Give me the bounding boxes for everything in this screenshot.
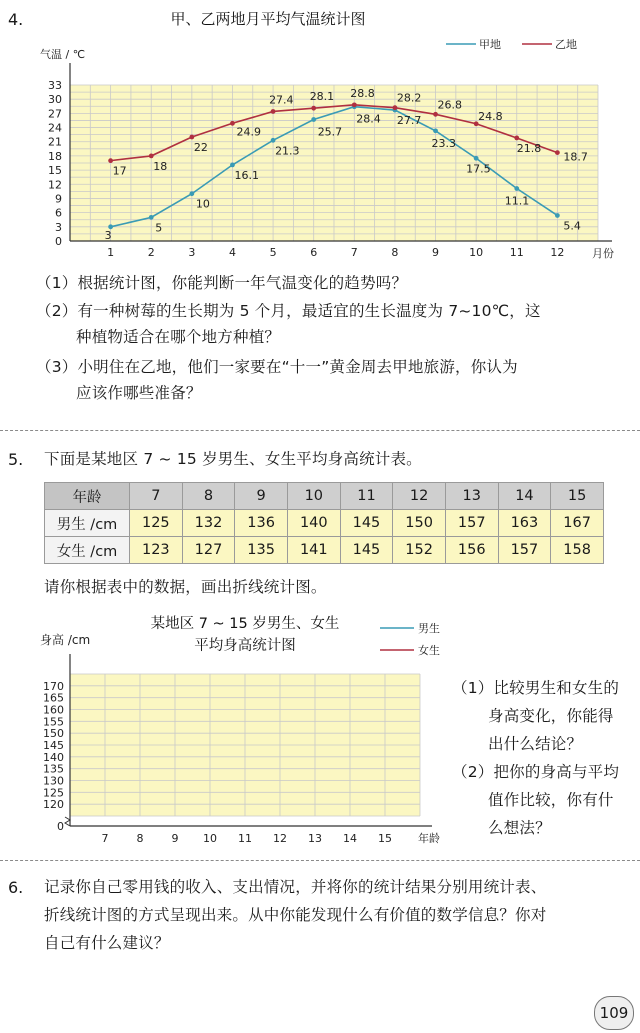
- q4-question-2-line1: 有一种树莓的生长期为 5 个月，最适宜的生长温度为 7~10℃，这: [77, 302, 541, 320]
- table-header-cell: 14: [498, 483, 551, 510]
- y-tick-label: 145: [43, 739, 64, 752]
- q4-question-2: [36, 298, 541, 324]
- data-label: 24.8: [478, 109, 503, 123]
- data-label: 17.5: [466, 162, 491, 176]
- q4-question-2-number: （2）: [36, 302, 78, 320]
- side-q1-number: （1）: [452, 679, 494, 697]
- table-cell: 150: [393, 510, 446, 537]
- x-tick-label: 14: [343, 832, 357, 845]
- section-divider: [0, 430, 640, 431]
- x-tick-label: 11: [238, 832, 252, 845]
- legend-label-boys: 男生: [418, 622, 440, 635]
- y-tick-label: 18: [48, 149, 62, 163]
- table-cell: 136: [235, 510, 288, 537]
- blank-chart-title-line2: 平均身高统计图: [194, 638, 296, 654]
- blank-chart-title-line1: 某地区 7 ~ 15 岁男生、女生: [150, 616, 340, 632]
- table-cell: 135: [235, 537, 288, 564]
- data-label: 17: [112, 164, 127, 178]
- temperature-line-chart: [0, 0, 640, 270]
- question-5-number: 5.: [8, 450, 24, 469]
- chart-title: 甲、乙两地月平均气温统计图: [170, 10, 366, 28]
- side-q2-number: （2）: [452, 763, 494, 781]
- data-label: 11.1: [504, 194, 530, 208]
- x-tick-label: 7: [350, 246, 358, 259]
- x-tick-label: 15: [378, 832, 392, 845]
- q5-instruction: 请你根据表中的数据，画出折线统计图。: [44, 578, 327, 596]
- question-4-number: 4.: [8, 10, 24, 29]
- section-divider: [0, 860, 640, 861]
- x-tick-label: 2: [147, 246, 155, 259]
- x-tick-label: 13: [308, 832, 322, 845]
- q6-line2: 折线统计图的方式呈现出来。从中你能发现什么有价值的数学信息？你对: [44, 906, 547, 924]
- data-label: 26.8: [437, 98, 463, 112]
- y-tick-label: 24: [48, 121, 62, 135]
- legend-label-jia: 甲地: [479, 38, 501, 51]
- x-tick-label: 9: [171, 832, 179, 845]
- y-tick-label: 12: [48, 178, 62, 192]
- q6-line1: 记录你自己零用钱的收入、支出情况，并将你的统计结果分别用统计表、: [44, 878, 547, 896]
- table-header-cell: 10: [287, 483, 340, 510]
- data-label: 18.7: [563, 150, 588, 164]
- q4-question-1-text: 根据统计图，你能判断一年气温变化的趋势吗？: [77, 274, 408, 292]
- data-label: 22: [193, 141, 208, 154]
- x-tick-label: 10: [469, 246, 484, 259]
- y-tick-label: 27: [48, 107, 62, 121]
- axis-break-icon: [65, 817, 70, 826]
- data-point: [311, 106, 316, 111]
- data-label: 28.4: [356, 112, 381, 126]
- data-point: [108, 158, 113, 163]
- x-tick-label: 3: [188, 246, 196, 259]
- table-cell: 女生 /cm: [45, 537, 130, 564]
- table-header-cell: 7: [130, 483, 183, 510]
- table-row-girls: [45, 537, 604, 564]
- data-label: 28.1: [309, 90, 335, 104]
- data-point: [555, 150, 560, 155]
- y-tick-label: 6: [55, 206, 62, 220]
- table-cell: 123: [130, 537, 183, 564]
- table-cell: 157: [498, 537, 551, 564]
- y-tick-label: 21: [48, 135, 62, 149]
- side-q2-line3: 么想法？: [488, 819, 551, 837]
- data-point: [474, 156, 479, 161]
- side-q2-text: 把你的身高与平均: [493, 763, 620, 781]
- data-label: 21.3: [275, 144, 300, 158]
- table-cell: 145: [340, 510, 393, 537]
- data-label: 24.9: [236, 125, 261, 139]
- x-tick-label: 7: [101, 832, 109, 845]
- q5-side-questions: [452, 674, 619, 842]
- y-tick-label: 9: [55, 192, 62, 206]
- table-cell: 145: [340, 537, 393, 564]
- q4-question-3-line1: 小明住在乙地，他们一家要在“十一”黄金周去甲地旅游，你认为: [77, 358, 518, 376]
- side-q1-line3: 出什么结论？: [488, 735, 583, 753]
- y-tick-label: 135: [43, 762, 64, 776]
- y-tick-label: 33: [48, 79, 62, 92]
- data-point: [352, 102, 357, 107]
- data-label: 23.3: [431, 136, 457, 150]
- data-point: [149, 215, 154, 220]
- side-q1-line1: [452, 674, 619, 702]
- data-point: [189, 191, 194, 196]
- y-tick-label: 155: [43, 715, 64, 729]
- q5-intro: 下面是某地区 7 ~ 15 岁男生、女生平均身高统计表。: [44, 450, 422, 468]
- data-point: [271, 109, 276, 114]
- data-point: [393, 105, 398, 110]
- q4-question-3: [36, 354, 518, 380]
- blank-chart-x-label: 年龄: [418, 832, 440, 845]
- y-tick-label: 120: [43, 798, 64, 812]
- table-cell: 157: [445, 510, 498, 537]
- table-row-boys: [45, 510, 604, 537]
- y-tick-label: 150: [43, 727, 64, 741]
- table-header-cell: 12: [393, 483, 446, 510]
- data-label: 28.8: [350, 86, 375, 100]
- side-q1-line2: 身高变化，你能得: [488, 707, 614, 725]
- data-point: [149, 154, 154, 159]
- data-point: [514, 186, 519, 191]
- q4-question-2-cont: 种植物适合在哪个地方种植？: [76, 328, 281, 346]
- data-point: [230, 121, 235, 126]
- data-point: [555, 213, 560, 218]
- y-tick-label: 165: [43, 691, 64, 705]
- x-axis-label: 月份: [592, 247, 614, 260]
- q4-question-1-number: （1）: [36, 274, 78, 292]
- page-number: 109: [594, 996, 634, 1030]
- table-header-cell: 8: [182, 483, 235, 510]
- data-label: 5.4: [563, 219, 581, 233]
- y-tick-label: 170: [43, 679, 64, 693]
- table-cell: 男生 /cm: [45, 510, 130, 537]
- side-q1-text: 比较男生和女生的: [493, 679, 620, 697]
- legend-label-girls: 女生: [418, 644, 440, 657]
- table-cell: 132: [182, 510, 235, 537]
- table-header-cell: 11: [340, 483, 393, 510]
- table-header-cell: 9: [235, 483, 288, 510]
- data-point: [433, 112, 438, 117]
- y-tick-label: 125: [43, 786, 64, 800]
- x-tick-label: 5: [269, 246, 277, 259]
- x-tick-label: 6: [310, 246, 318, 259]
- q4-question-3-cont: 应该作哪些准备？: [76, 384, 202, 402]
- data-label: 25.7: [317, 125, 343, 139]
- question-6-number: 6.: [8, 878, 24, 897]
- y-tick-zero: 0: [57, 820, 64, 833]
- table-cell: 167: [551, 510, 604, 537]
- table-cell: 141: [287, 537, 340, 564]
- data-point: [189, 135, 194, 140]
- data-point: [514, 136, 519, 141]
- y-tick-label: 30: [48, 93, 62, 107]
- side-q2-line1: [452, 758, 619, 786]
- data-label: 27.4: [269, 93, 294, 107]
- table-header-cell: 15: [551, 483, 604, 510]
- data-label: 27.7: [396, 114, 422, 128]
- table-header-cell: 13: [445, 483, 498, 510]
- data-label: 28.2: [396, 91, 422, 105]
- y-tick-label: 3: [55, 220, 62, 234]
- data-point: [230, 162, 235, 167]
- data-point: [271, 138, 276, 143]
- data-label: 3: [104, 228, 112, 242]
- x-tick-label: 8: [136, 832, 144, 845]
- x-tick-label: 11: [509, 246, 524, 259]
- y-tick-label: 15: [48, 164, 62, 178]
- table-cell: 127: [182, 537, 235, 564]
- table-cell: 152: [393, 537, 446, 564]
- data-label: 21.8: [516, 141, 542, 155]
- y-tick-label: 140: [43, 750, 64, 764]
- x-tick-label: 4: [228, 246, 236, 259]
- blank-chart-y-label: 身高 /cm: [40, 633, 91, 647]
- y-tick-label: 130: [43, 774, 64, 788]
- x-tick-label: 10: [203, 832, 217, 845]
- data-label: 16.1: [234, 168, 259, 182]
- x-tick-label: 8: [391, 246, 399, 259]
- table-cell: 125: [130, 510, 183, 537]
- x-tick-label: 12: [273, 832, 287, 845]
- table-cell: 140: [287, 510, 340, 537]
- table-header-row: [45, 483, 604, 510]
- table-cell: 156: [445, 537, 498, 564]
- height-table: [44, 482, 604, 564]
- table-header-cell: 年龄: [45, 483, 130, 510]
- x-tick-label: 12: [550, 246, 565, 259]
- legend-label-yi: 乙地: [555, 38, 577, 51]
- q4-question-3-number: （3）: [36, 358, 78, 376]
- y-tick-label: 160: [43, 703, 64, 717]
- y-axis-label: 气温 / ℃: [40, 48, 86, 61]
- table-cell: 163: [498, 510, 551, 537]
- q6-line3: 自己有什么建议？: [44, 934, 170, 952]
- table-cell: 158: [551, 537, 604, 564]
- y-tick-label: 0: [55, 235, 62, 248]
- x-tick-label: 1: [107, 246, 115, 259]
- data-label: 5: [155, 221, 163, 235]
- data-label: 18: [153, 159, 168, 173]
- data-point: [311, 117, 316, 122]
- side-q2-line2: 值作比较，你有什: [488, 791, 614, 809]
- data-point: [433, 128, 438, 133]
- q4-question-1: [36, 270, 407, 296]
- x-tick-label: 9: [432, 246, 440, 259]
- data-label: 10: [195, 197, 210, 211]
